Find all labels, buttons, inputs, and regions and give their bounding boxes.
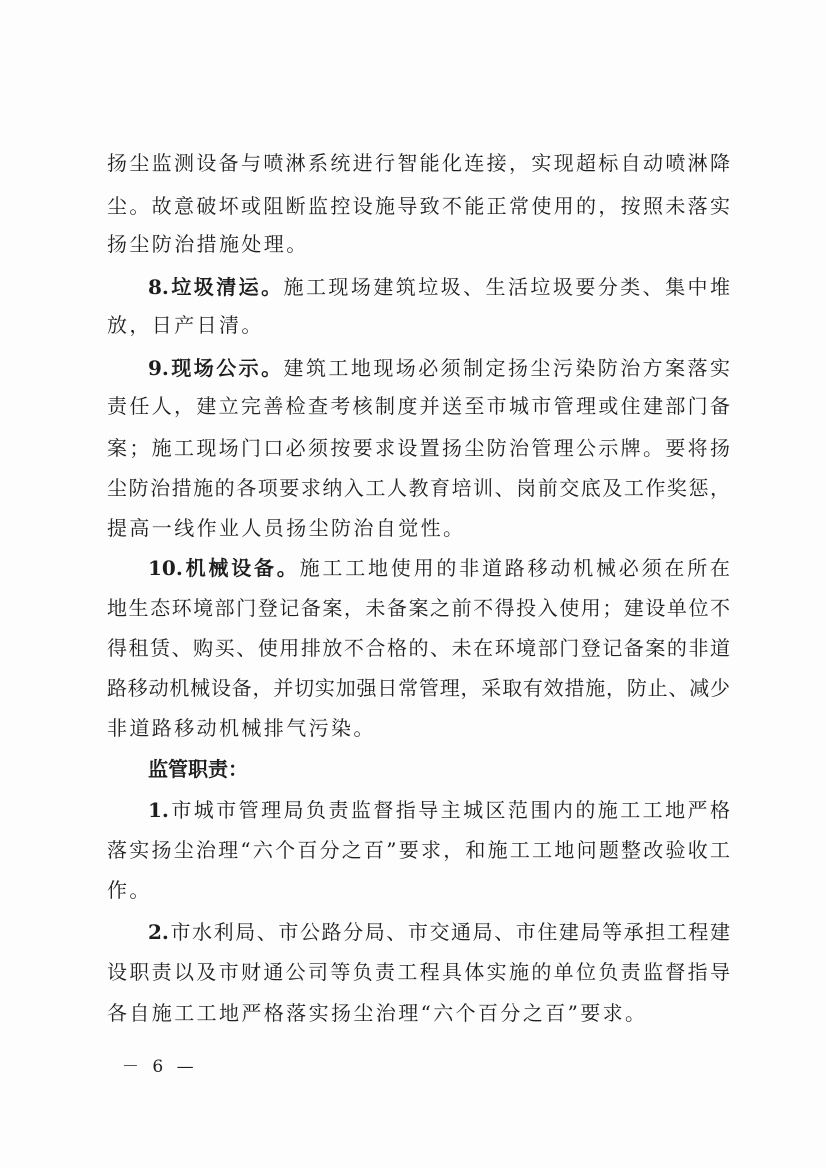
item-number: 2.: [148, 920, 169, 944]
body-line: 各自施工工地严格落实扬尘治理“六个百分之百”要求。: [107, 1001, 648, 1025]
section-heading: [148, 756, 730, 782]
body-line: 非道路移动机械排气污染。: [107, 716, 376, 740]
item-number: 1.: [148, 798, 169, 822]
body-line: 地生态环境部门登记备案，未备案之前不得投入使用；建设单位不: [107, 596, 730, 620]
page-number: － 6 —: [122, 1057, 198, 1077]
body-line: 尘防治措施的各项要求纳入工人教育培训、岗前交底及工作奖惩，: [107, 476, 730, 500]
body-line: 作。: [107, 878, 152, 902]
item-text: 施工现场建筑垃圾、生活垃圾要分类、集中堆: [283, 275, 730, 299]
item-text: 建筑工地现场必须制定扬尘污染防治方案落实: [283, 356, 730, 380]
body-line: 扬尘监测设备与喷淋系统进行智能化连接，实现超标自动喷淋降: [107, 151, 730, 175]
body-line: 路移动机械设备，并切实加强日常管理，采取有效措施，防止、减少: [107, 676, 730, 700]
body-line: 放，日产日清。: [107, 313, 264, 337]
item-text: 市城市管理局负责监督指导主城区范围内的施工工地严格: [168, 798, 730, 822]
item-9-line: [148, 355, 730, 381]
item-heading: 9.现场公示。: [148, 356, 284, 380]
duty-2-line: [148, 919, 730, 945]
item-8-line: [148, 274, 730, 300]
item-text: 施工工地使用的非道路移动机械必须在所在: [299, 556, 731, 580]
body-line: 落实扬尘治理“六个百分之百”要求，和施工工地问题整改验收工: [107, 838, 730, 862]
body-line: 提高一线作业人员扬尘防治自觉性。: [107, 516, 466, 540]
item-text: 市水利局、市公路分局、市交通局、市住建局等承担工程建: [168, 920, 730, 944]
body-line: 设职责以及市财通公司等负责工程具体实施的单位负责监督指导: [107, 960, 730, 984]
duty-1-line: [148, 797, 730, 823]
body-line: 责任人，建立完善检查考核制度并送至市城市管理或住建部门备: [107, 394, 730, 418]
item-10-line: [148, 555, 730, 581]
section-heading-text: 监管职责：: [148, 757, 248, 781]
body-line: 案；施工现场门口必须按要求设置扬尘防治管理公示牌。要将扬: [107, 436, 730, 460]
body-line: 扬尘防治措施处理。: [107, 232, 309, 256]
item-heading: 8.垃圾清运。: [148, 275, 284, 299]
body-line: 得租赁、购买、使用排放不合格的、未在环境部门登记备案的非道: [107, 636, 730, 660]
item-heading: 10.机械设备。: [148, 556, 300, 580]
body-line: 尘。故意破坏或阻断监控设施导致不能正常使用的，按照未落实: [107, 194, 730, 218]
